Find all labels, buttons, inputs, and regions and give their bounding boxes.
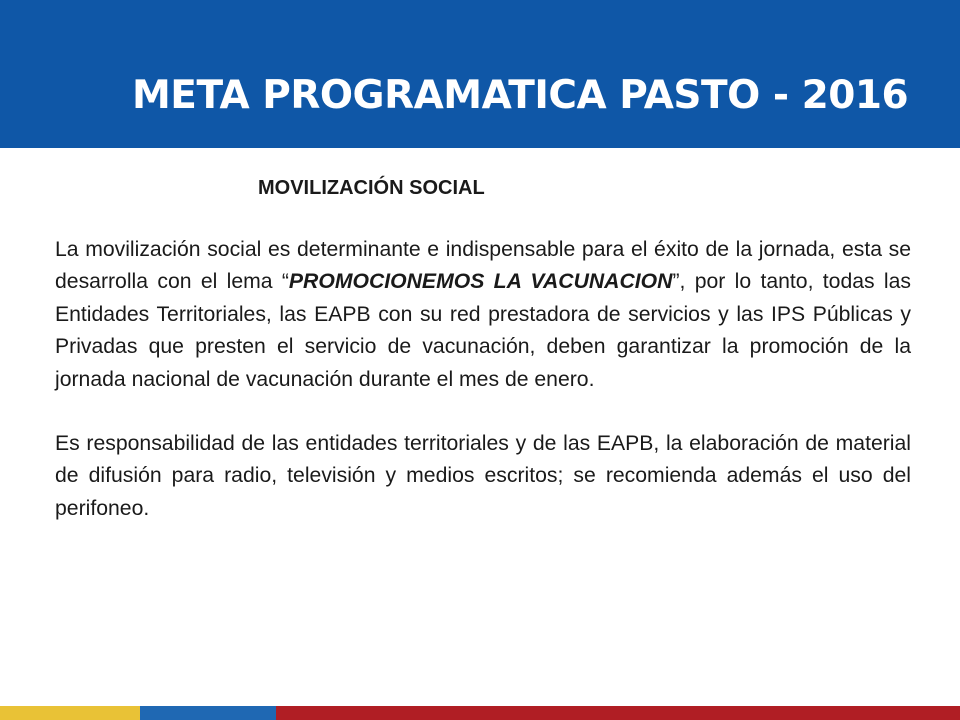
paragraph-1-text-start: La movilización social es determinante e indispensable para el éxito de la jornada, esta se desarrolla con el lema “ [55, 238, 911, 294]
footer-stripe-red [276, 706, 960, 720]
paragraph-1 [55, 234, 911, 396]
footer-stripe-blue [140, 706, 276, 720]
footer-stripe-yellow [0, 706, 140, 720]
body-content [55, 234, 911, 525]
slogan-emphasis: PROMOCIONEMOS LA VACUNACION [288, 270, 673, 294]
page-title: META PROGRAMATICA PASTO - 2016 [132, 73, 909, 118]
paragraph-1-text-end: ”, por lo tanto, todas las Entidades Territoriales, las EAPB con su red prestadora de servicios y las IPS Públicas y Privadas que presten el servicio de vacunación, deben garantizar la promoción de la jornada nacional de vacunación durante el mes de enero. [55, 270, 911, 391]
header-banner [0, 0, 960, 148]
section-subtitle: MOVILIZACIÓN SOCIAL [258, 177, 485, 199]
paragraph-2: Es responsabilidad de las entidades territoriales y de las EAPB, la elaboración de material de difusión para radio, televisión y medios escritos; se recomienda además el uso del perifoneo. [55, 432, 911, 520]
